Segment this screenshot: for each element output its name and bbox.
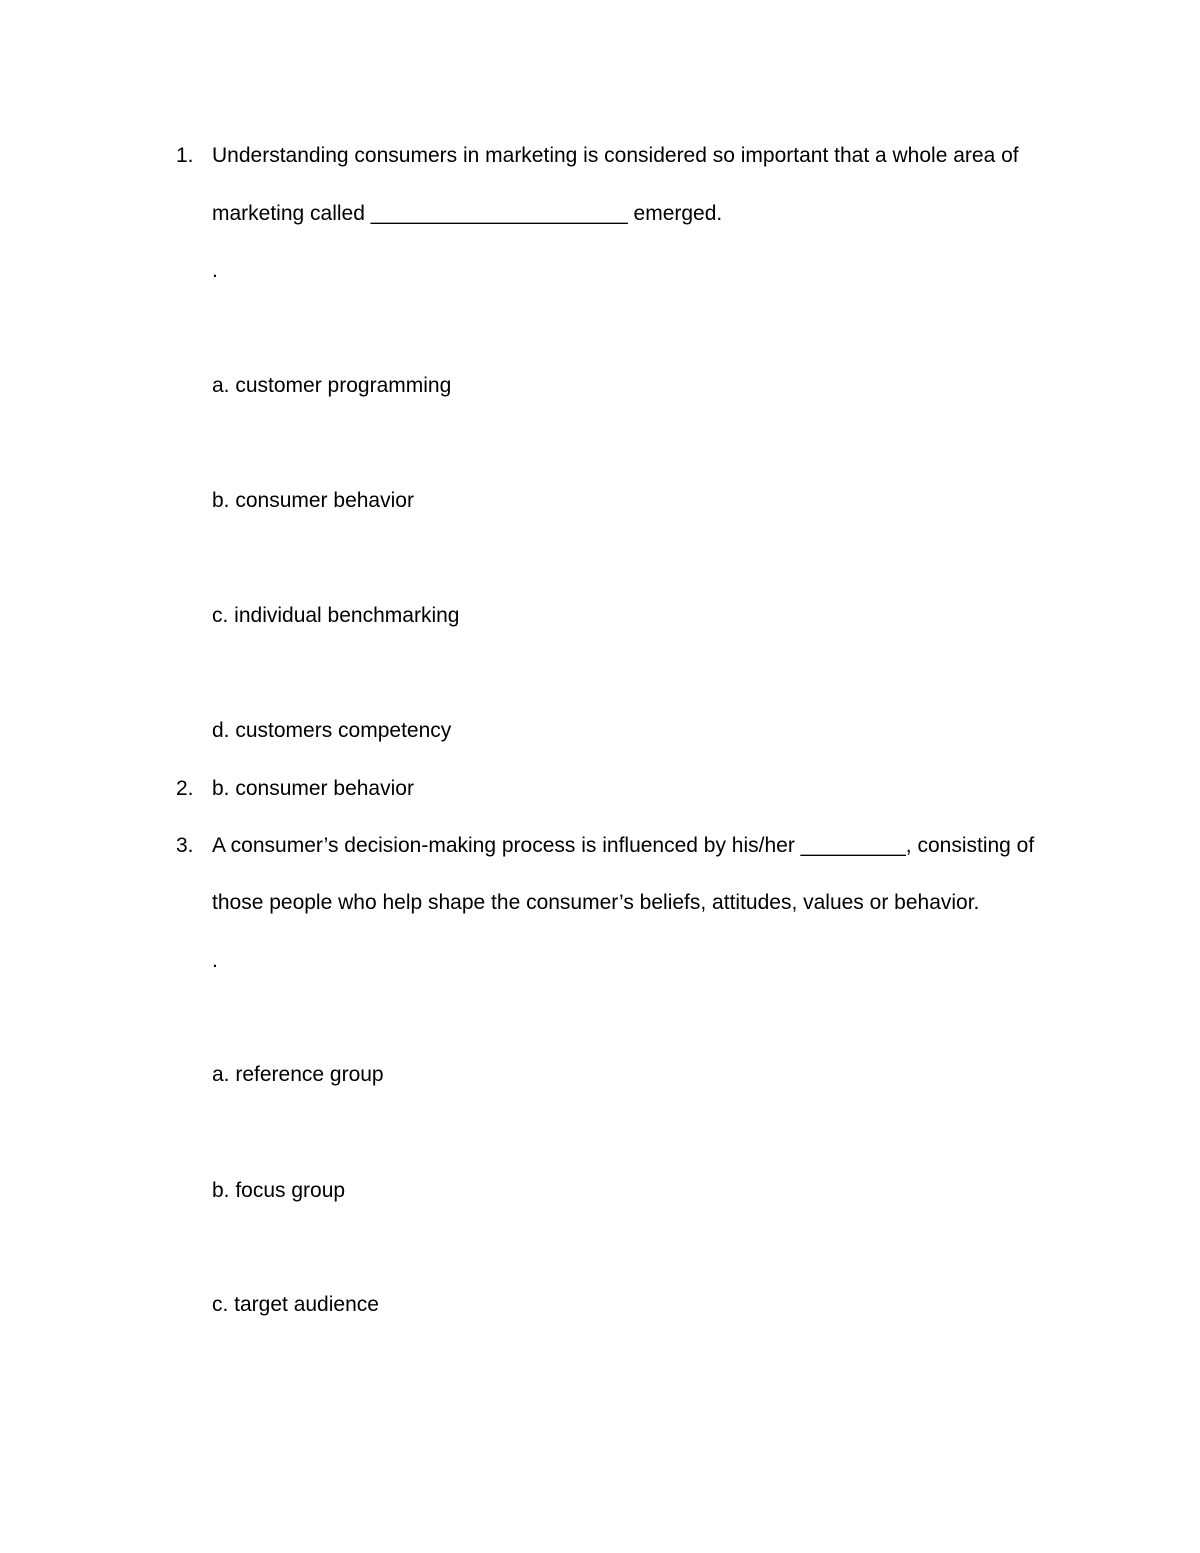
question-3-line-1 (0, 831, 1200, 861)
question-1-line-1 (0, 141, 1200, 171)
option-d-text: d. customers competency (212, 719, 452, 742)
question-1-line-2 (0, 199, 1200, 229)
option-a-text: a. reference group (212, 1063, 384, 1086)
question-3-number: 3. (176, 834, 194, 857)
question-3-option-c (0, 1290, 1200, 1320)
option-b-text: b. focus group (212, 1179, 346, 1202)
question-3-option-a (0, 1060, 1200, 1090)
question-1-dot: . (212, 259, 218, 282)
question-3-line-2 (0, 888, 1200, 918)
question-3-dot-line (0, 946, 1200, 976)
question-3-option-b (0, 1176, 1200, 1206)
item-2-text: b. consumer behavior (212, 777, 414, 800)
question-1-dot-line (0, 256, 1200, 286)
option-a-text: a. customer programming (212, 374, 452, 397)
question-1-text: Understanding consumers in marketing is considered so important that a whole area of (212, 144, 1019, 167)
question-1-option-d (0, 716, 1200, 746)
item-2-number: 2. (176, 777, 194, 800)
option-c-text: c. target audience (212, 1293, 379, 1316)
question-3-dot: . (212, 949, 218, 972)
question-3-text-continued: those people who help shape the consumer’s beliefs, attitudes, values or behavior. (212, 891, 980, 914)
option-c-text: c. individual benchmarking (212, 604, 460, 627)
item-2-line (0, 774, 1200, 804)
question-1-text-continued: marketing called ______________________ emerged. (212, 202, 723, 225)
option-b-text: b. consumer behavior (212, 489, 414, 512)
question-1-option-a (0, 371, 1200, 401)
question-3-text: A consumer’s decision-making process is influenced by his/her _________, consisting of (212, 834, 1035, 857)
question-1-option-b (0, 486, 1200, 516)
question-1-option-c (0, 601, 1200, 631)
question-1-number: 1. (176, 144, 194, 167)
